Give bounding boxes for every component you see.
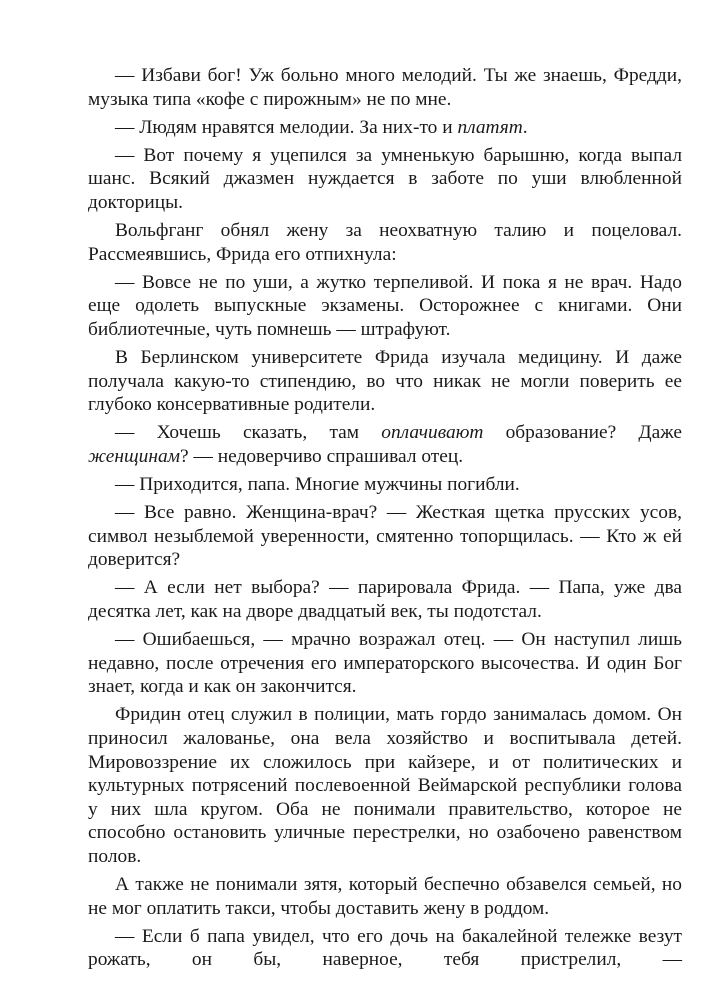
emphasized-text: платят	[457, 116, 523, 138]
text-run: — Людям нравятся мелодии. За них-то и	[115, 116, 458, 138]
paragraph	[88, 116, 682, 140]
paragraph	[88, 628, 682, 699]
emphasized-text: женщинам	[88, 445, 181, 467]
text-run: .	[522, 116, 528, 138]
text-run: — Если б папа увидел, что его дочь на бакалейной тележке везут рожать, он бы, наверное, тебя пристрелил, —	[88, 925, 682, 971]
paragraph	[88, 346, 682, 417]
text-run: — Вовсе не по уши, а жутко терпеливой. И пока я не врач. Надо еще одолеть выпускные экзамены. Осторожнее с книгами. Они библиотечные, чуть помнешь — штрафуют.	[88, 271, 682, 340]
text-run: Вольфганг обнял жену за неохватную талию и поцеловал. Рассмеявшись, Фрида его отпихнула:	[88, 220, 682, 265]
paragraph	[88, 501, 682, 572]
paragraph	[88, 473, 682, 497]
paragraph	[88, 925, 682, 972]
paragraph	[88, 703, 682, 868]
paragraph	[88, 64, 682, 111]
emphasized-text: оплачивают	[381, 422, 484, 444]
paragraph	[88, 144, 682, 215]
paragraph	[88, 219, 682, 266]
text-run: Фридин отец служил в полиции, мать гордо занималась домом. Он приносил жалованье, она вела хозяйство и воспитывала детей. Мировоззрение их сложилось при кайзере, и от политических и культурных потрясений послевоенной Веймарской республики голова у них шла кругом. Оба не понимали правительство, которое не способно остановить уличные перестрелки, но озабочено равенством полов.	[88, 704, 682, 867]
paragraph	[88, 576, 682, 623]
text-run: — Все равно. Женщина-врач? — Жесткая щетка прусских усов, символ незыблемой уверенности, смятенно топорщилась. — Кто ж ей доверится?	[88, 502, 682, 571]
text-run: ? — недоверчиво спрашивал отец.	[180, 445, 464, 467]
text-run: — Ошибаешься, — мрачно возражал отец. — Он наступил лишь недавно, после отречения его императорского высочества. И один Бог знает, когда и как он закончится.	[88, 629, 682, 698]
text-run: — Избави бог! Уж больно много мелодий. Ты же знаешь, Фредди, музыка типа «кофе с пирожным» не по мне.	[88, 65, 682, 110]
paragraph	[88, 421, 682, 468]
text-run: В Берлинском университете Фрида изучала медицину. И даже получала какую-то стипендию, во что никак не могли поверить ее глубоко консервативные родители.	[88, 347, 682, 416]
text-run: — Приходится, папа. Многие мужчины погибли.	[115, 474, 520, 495]
text-run: А также не понимали зятя, который беспечно обзавелся семьей, но не мог оплатить такси, чтобы доставить жену в роддом.	[88, 874, 682, 919]
paragraph	[88, 873, 682, 920]
text-run: — А если нет выбора? — парировала Фрида. — Папа, уже два десятка лет, как на дворе двадцатый век, ты подотстал.	[88, 577, 682, 622]
text-run: — Хочешь сказать, там	[115, 422, 382, 444]
text-run: образование? Даже	[483, 422, 683, 444]
paragraph	[88, 271, 682, 342]
text-run: — Вот почему я уцепился за умненькую барышню, когда выпал шанс. Всякий джазмен нуждается в заботе по уши влюбленной докторицы.	[88, 144, 682, 213]
book-page-text	[88, 64, 682, 976]
